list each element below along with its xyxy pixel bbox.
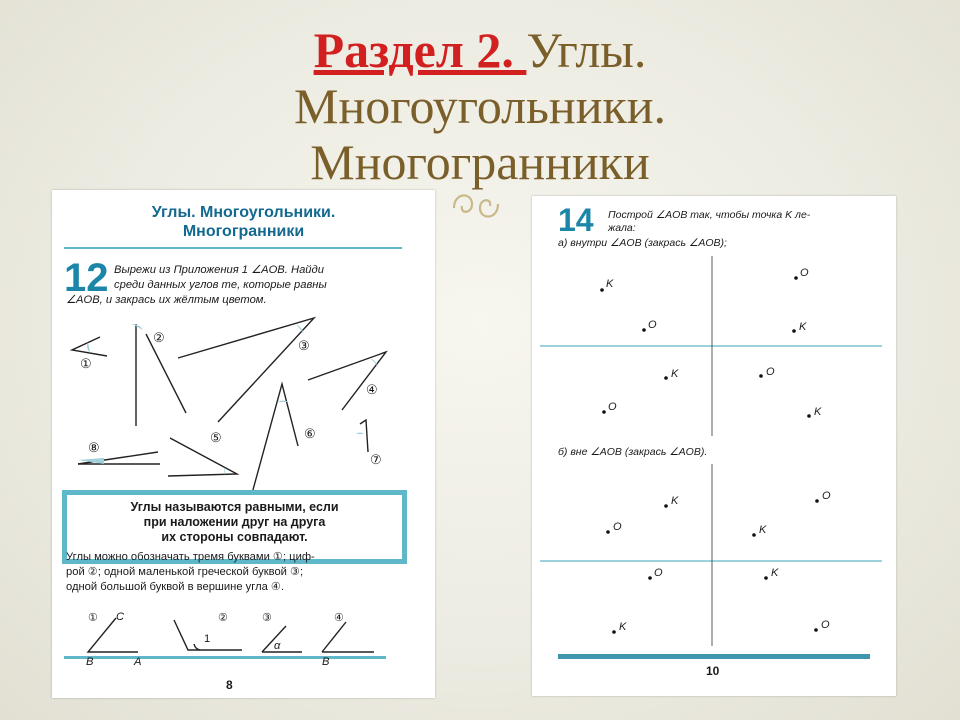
point-k-b1: K <box>671 495 679 507</box>
angle-label-3: ③ <box>298 338 310 353</box>
point-o-a4: O <box>608 401 617 413</box>
point-o-a2: O <box>648 319 657 331</box>
example-alpha: α <box>274 640 281 652</box>
rule-line-2: при наложении друг на друга <box>143 515 326 529</box>
title-line2: Многоугольники. <box>294 78 666 134</box>
point-k-b4: K <box>619 621 627 633</box>
rule-line-3: их стороны совпадают. <box>161 530 308 544</box>
point-grid-figure <box>532 196 896 696</box>
point-k-a1: K <box>606 278 614 290</box>
point-o-a1: O <box>800 267 809 279</box>
part-b-label: б) вне ∠AOB (закрась ∠AOB). <box>558 446 708 458</box>
task-text-line2: жала: <box>608 222 636 234</box>
notation-examples-figure <box>52 190 435 698</box>
task-text-line1: Построй ∠AOB так, чтобы точка K ле- <box>608 209 811 221</box>
example-letter-b: B <box>86 656 94 668</box>
task-text-line2: среди данных углов те, которые равны <box>114 279 327 291</box>
example-label-3: ③ <box>262 612 273 624</box>
point-o-b3: O <box>654 567 663 579</box>
page-number-right: 10 <box>706 664 720 678</box>
point-o-b1: O <box>822 490 831 502</box>
title-line1: Углы. <box>526 22 647 78</box>
point-o-b2: O <box>613 521 622 533</box>
page-heading-2: Многогранники <box>182 223 305 240</box>
point-o-a3: O <box>766 366 775 378</box>
task-number-14: 14 <box>558 202 594 238</box>
example-label-4: ④ <box>334 612 345 624</box>
notation-line3: одной большой буквой в вершине угла ④. <box>66 581 285 593</box>
task-number-12: 12 <box>64 256 109 300</box>
slide-title <box>0 22 960 190</box>
point-k-a3: K <box>671 368 679 380</box>
point-k-b3: K <box>771 567 779 579</box>
page-number-left: 8 <box>226 678 233 692</box>
angle-label-2: ② <box>153 330 165 345</box>
task-text-line3: ∠AOB, и закрась их жёлтым цветом. <box>66 294 267 306</box>
point-k-b2: K <box>759 524 767 536</box>
textbook-page-left <box>52 190 435 698</box>
example-label-1: ① <box>88 612 99 624</box>
rule-line-1: Углы называются равными, если <box>130 500 339 514</box>
example-label-2: ② <box>218 612 229 624</box>
angle-label-4: ④ <box>366 382 378 397</box>
notation-line1: Углы можно обозначать тремя буквами ①; циф- <box>66 551 315 563</box>
task-text-line1: Вырежи из Приложения 1 ∠AOB. Найди <box>114 264 324 276</box>
page-heading-1: Углы. Многоугольники. <box>151 204 336 221</box>
decorative-scroll-icon <box>446 186 506 226</box>
angle-label-5: ⑤ <box>210 430 222 445</box>
title-line3: Многогранники <box>310 134 650 190</box>
notation-line2: рой ②; одной маленькой греческой буквой ③; <box>66 566 304 578</box>
example-letter-c: C <box>116 611 125 623</box>
point-k-a2: K <box>799 321 807 333</box>
point-o-b4: O <box>821 619 830 631</box>
angle-label-6: ⑥ <box>304 426 316 441</box>
example-digit-one: 1 <box>204 633 211 645</box>
example-letter-a: A <box>134 656 142 668</box>
point-k-a4: K <box>814 406 822 418</box>
textbook-page-right <box>532 196 896 696</box>
section-label: Раздел 2. <box>313 22 527 78</box>
angle-label-8: ⑧ <box>88 440 100 455</box>
angle-label-1: ① <box>80 356 92 371</box>
angle-label-7: ⑦ <box>370 452 382 467</box>
example-letter-b2: B <box>322 656 330 668</box>
part-a-label: а) внутри ∠AOB (закрась ∠AOB); <box>558 237 727 249</box>
